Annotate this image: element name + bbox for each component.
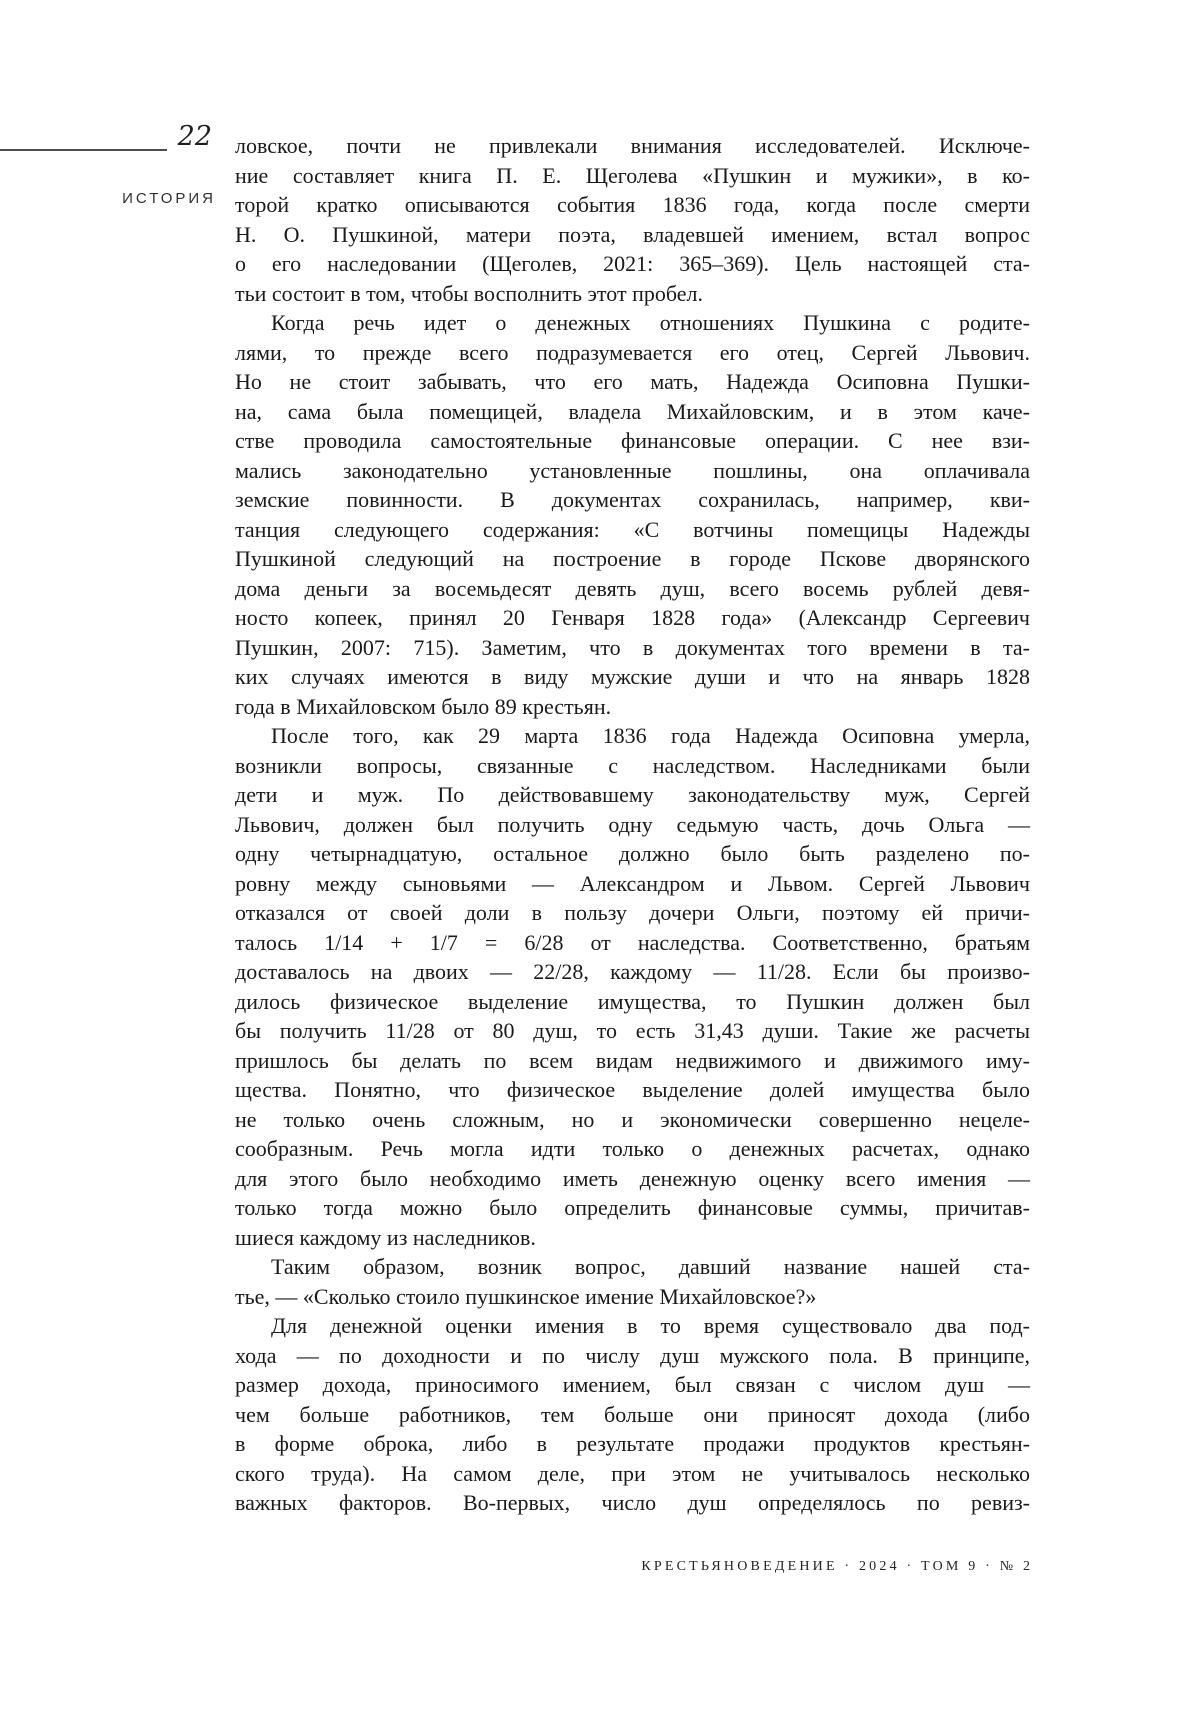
- text-line: Пушкин, 2007: 715). Заметим, что в документах того времени в та-: [235, 634, 1030, 660]
- text-line: дома деньги за восемьдесят девять душ, всего восемь рублей девя-: [235, 575, 1030, 601]
- text-line: шиеся каждому из наследников.: [235, 1224, 536, 1250]
- text-line: Для денежной оценки имения в то время существовало два под-: [271, 1313, 1030, 1338]
- text-line: на, сама была помещицей, владела Михайловским, и в этом каче-: [235, 398, 1030, 424]
- text-line: стве проводила самостоятельные финансовые операции. С нее взи-: [235, 428, 1030, 453]
- text-line: размер дохода, приносимого имением, был связан с числом душ —: [235, 1372, 1030, 1397]
- text-line: бы получить 11/28 от 80 душ, то есть 31,43 души. Такие же расчеты: [235, 1018, 1030, 1043]
- text-line: о его наследовании (Щеголев, 2021: 365–369). Цель настоящей ста-: [235, 251, 1030, 276]
- text-line: ловское, почти не привлекали внимания исследователей. Исключе-: [235, 133, 1030, 158]
- text-line: Но не стоит забывать, что его мать, Надежда Осиповна Пушки-: [235, 369, 1030, 394]
- text-line: торой кратко описываются события 1836 года, когда после смерти: [235, 192, 1030, 217]
- text-line: талось 1/14 + 1/7 = 6/28 от наследства. Соответственно, братьям: [235, 929, 1030, 955]
- text-line: важных факторов. Во-первых, число душ определялось по ревиз-: [235, 1490, 1030, 1515]
- journal-footer-text: КРЕСТЬЯНОВЕДЕНИЕ · 2024 · ТОМ 9 · № 2: [641, 1559, 1034, 1574]
- text-line: только тогда можно было определить финансовые суммы, причитав-: [235, 1195, 1030, 1220]
- text-line: хода — по доходности и по числу душ мужского пола. В принципе,: [235, 1342, 1030, 1368]
- section-label: [60, 190, 216, 208]
- text-line: носто копеек, принял 20 Генваря 1828 года» (Александр Сергеевич: [235, 605, 1030, 630]
- body-text: [235, 131, 1030, 1518]
- text-line: тьи состоит в том, чтобы восполнить этот пробел.: [235, 280, 704, 306]
- text-line: танция следующего содержания: «С вотчины помещицы Надежды: [235, 516, 1030, 542]
- text-line: Таким образом, возник вопрос, давший название нашей ста-: [271, 1254, 1030, 1279]
- text-line: отказался от своей доли в пользу дочери Ольги, поэтому ей причи-: [235, 900, 1030, 925]
- text-line: мались законодательно установленные пошлины, она оплачивала: [235, 457, 1030, 483]
- text-line: дилось физическое выделение имущества, то Пушкин должен был: [235, 988, 1030, 1014]
- text-line: не только очень сложным, но и экономически совершенно нецеле-: [235, 1106, 1030, 1132]
- text-line: лями, то прежде всего подразумевается его отец, Сергей Львович.: [235, 339, 1030, 365]
- text-line: Когда речь идет о денежных отношениях Пушкина с родите-: [271, 310, 1030, 335]
- text-line: для этого было необходимо иметь денежную оценку всего имения —: [235, 1165, 1030, 1191]
- text-line: ровну между сыновьями — Александром и Львом. Сергей Львович: [235, 870, 1030, 896]
- text-line: пришлось бы делать по всем видам недвижимого и движимого иму-: [235, 1047, 1030, 1073]
- text-line: земские повинности. В документах сохранилась, например, кви-: [235, 487, 1030, 512]
- text-line: года в Михайловском было 89 крестьян.: [235, 693, 612, 719]
- text-line: тье, — «Сколько стоило пушкинское имение Михайловское?»: [235, 1283, 817, 1309]
- text-line: возникли вопросы, связанные с наследством. Наследниками были: [235, 752, 1030, 778]
- text-line: щества. Понятно, что физическое выделение долей имущества было: [235, 1077, 1030, 1102]
- text-line: доставалось на двоих — 22/28, каждому — 11/28. Если бы произво-: [235, 959, 1030, 984]
- page-number: 22: [177, 121, 212, 152]
- text-line: ского труда). На самом деле, при этом не учитывалось несколько: [235, 1460, 1030, 1486]
- text-line: Львович, должен был получить одну седьмую часть, дочь Ольга —: [235, 811, 1030, 837]
- text-line: в форме оброка, либо в результате продажи продуктов крестьян-: [235, 1431, 1030, 1456]
- text-line: одну четырнадцатую, остальное должно было быть разделено по-: [235, 841, 1030, 866]
- text-line: ких случаях имеются в виду мужские души и что на январь 1828: [235, 664, 1030, 689]
- text-line: После того, как 29 марта 1836 года Надежда Осиповна умерла,: [271, 723, 1030, 748]
- section-label-text: ИСТОРИЯ: [122, 190, 216, 207]
- journal-footer: [235, 1558, 1034, 1576]
- text-line: Н. О. Пушкиной, матери поэта, владевшей имением, встал вопрос: [235, 221, 1030, 247]
- text-line: чем больше работников, тем больше они приносят дохода (либо: [235, 1401, 1030, 1427]
- text-line: сообразным. Речь могла идти только о денежных расчетах, однако: [235, 1136, 1030, 1161]
- text-line: Пушкиной следующий на построение в городе Пскове дворянского: [235, 546, 1030, 571]
- text-line: дети и муж. По действовавшему законодательству муж, Сергей: [235, 782, 1030, 807]
- text-line: ние составляет книга П. Е. Щеголева «Пушкин и мужики», в ко-: [235, 162, 1030, 188]
